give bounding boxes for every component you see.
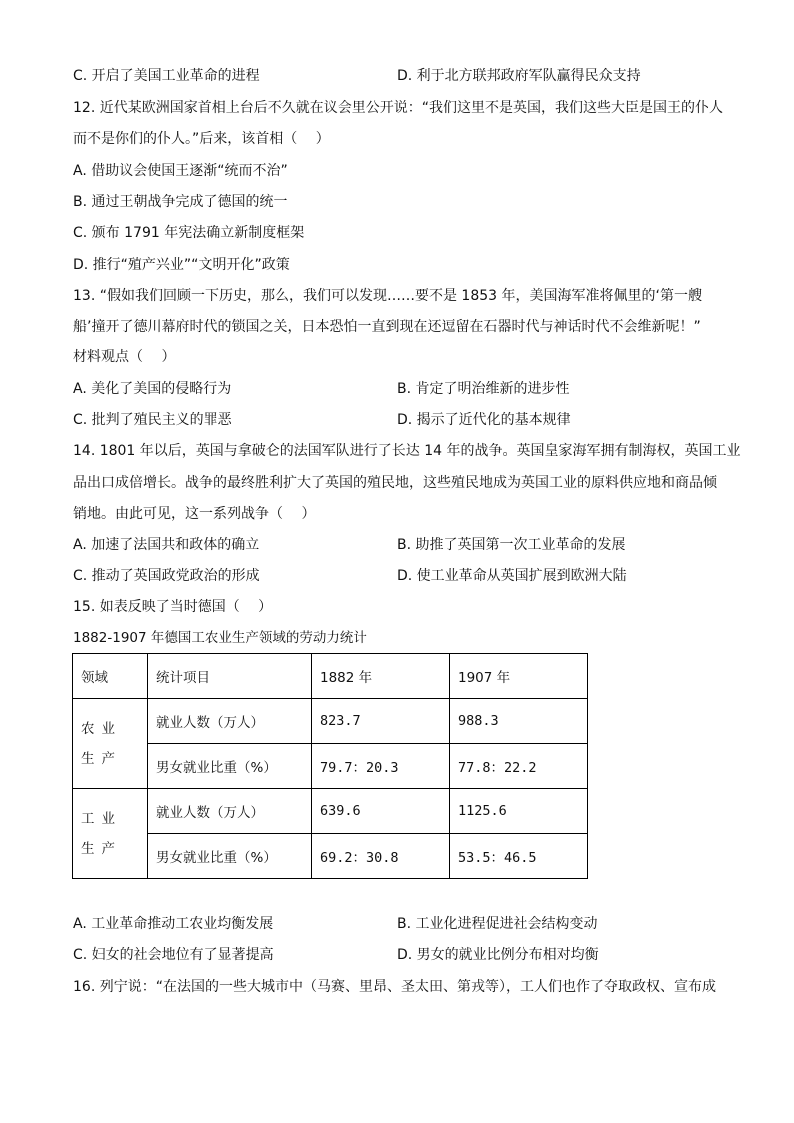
- domain-agriculture: 农业生产: [73, 699, 148, 789]
- domain-industry: 工业生产: [73, 789, 148, 879]
- q12-stem-line2: 而不是你们的仆人。”后来，该首相（ ）: [73, 131, 330, 147]
- cell-item: 就业人数（万人）: [148, 789, 312, 834]
- cell-item: 男女就业比重（%）: [148, 834, 312, 879]
- q13-stem-line3: 材料观点（ ）: [73, 349, 176, 365]
- table-row: [73, 699, 588, 744]
- cell-1907: 53.5：46.5: [450, 834, 588, 879]
- q15-option-a: A. 工业革命推动工农业均衡发展: [73, 916, 274, 932]
- q13-option-b: B. 肯定了明治维新的进步性: [397, 381, 570, 397]
- q15-option-d: D. 男女的就业比例分布相对均衡: [397, 947, 599, 963]
- q13-stem-line1: 13. “假如我们回顾一下历史，那么，我们可以发现……要不是 1853 年，美国海军准将佩里的‘第一艘: [73, 288, 702, 304]
- table-row: [73, 834, 588, 879]
- cell-1907: 77.8：22.2: [450, 744, 588, 789]
- q12-option-c: C. 颁布 1791 年宪法确立新制度框架: [73, 225, 305, 241]
- header-domain: 领域: [73, 654, 148, 699]
- table-header-row: [73, 654, 588, 699]
- q13-option-a: A. 美化了美国的侵略行为: [73, 381, 232, 397]
- q12-option-b: B. 通过王朝战争完成了德国的统一: [73, 194, 288, 210]
- header-1907: 1907 年: [450, 654, 588, 699]
- q12-stem-line1: 12. 近代某欧洲国家首相上台后不久就在议会里公开说：“我们这里不是英国，我们这些大臣是国王的仆人: [73, 100, 723, 116]
- cell-item: 男女就业比重（%）: [148, 744, 312, 789]
- q14-stem-line1: 14. 1801 年以后，英国与拿破仑的法国军队进行了长达 14 年的战争。英国皇家海军拥有制海权，英国工业: [73, 443, 741, 459]
- q13-option-d: D. 揭示了近代化的基本规律: [397, 412, 571, 428]
- cell-1882: 79.7：20.3: [312, 744, 450, 789]
- q15-stem: 15. 如表反映了当时德国（ ）: [73, 599, 273, 615]
- header-1882: 1882 年: [312, 654, 450, 699]
- q11-option-c: C. 开启了美国工业革命的进程: [73, 68, 260, 84]
- header-item: 统计项目: [148, 654, 312, 699]
- cell-1882: 823.7: [312, 699, 450, 744]
- q14-option-d: D. 使工业革命从英国扩展到欧洲大陆: [397, 568, 627, 584]
- q14-option-a: A. 加速了法国共和政体的确立: [73, 537, 260, 553]
- q11-option-d: D. 利于北方联邦政府军队赢得民众支持: [397, 68, 641, 84]
- q14-stem-line3: 销地。由此可见，这一系列战争（ ）: [73, 506, 316, 522]
- q14-stem-line2: 品出口成倍增长。战争的最终胜利扩大了英国的殖民地，这些殖民地成为英国工业的原料供应地和商品倾: [73, 475, 717, 491]
- q16-stem-line1: 16. 列宁说：“在法国的一些大城市中（马赛、里昂、圣太田、第戎等），工人们也作了夺取政权、宣布成: [73, 979, 716, 995]
- q12-option-a: A. 借助议会使国王逐渐“统而不治”: [73, 163, 288, 179]
- cell-1907: 1125.6: [450, 789, 588, 834]
- q14-option-c: C. 推动了英国政党政治的形成: [73, 568, 260, 584]
- q12-option-d: D. 推行“殖产兴业”“文明开化”政策: [73, 257, 290, 273]
- labor-statistics-table: [72, 653, 588, 879]
- cell-1882: 639.6: [312, 789, 450, 834]
- q15-option-c: C. 妇女的社会地位有了显著提高: [73, 947, 274, 963]
- q15-option-b: B. 工业化进程促进社会结构变动: [397, 916, 598, 932]
- cell-1882: 69.2：30.8: [312, 834, 450, 879]
- cell-1907: 988.3: [450, 699, 588, 744]
- q13-option-c: C. 批判了殖民主义的罪恶: [73, 412, 232, 428]
- table-row: [73, 789, 588, 834]
- table-title: 1882-1907 年德国工农业生产领域的劳动力统计: [73, 630, 367, 646]
- cell-item: 就业人数（万人）: [148, 699, 312, 744]
- q14-option-b: B. 助推了英国第一次工业革命的发展: [397, 537, 626, 553]
- q13-stem-line2: 船’撞开了德川幕府时代的锁国之关，日本恐怕一直到现在还逗留在石器时代与神话时代不会维新呢！”: [73, 319, 701, 335]
- table-row: [73, 744, 588, 789]
